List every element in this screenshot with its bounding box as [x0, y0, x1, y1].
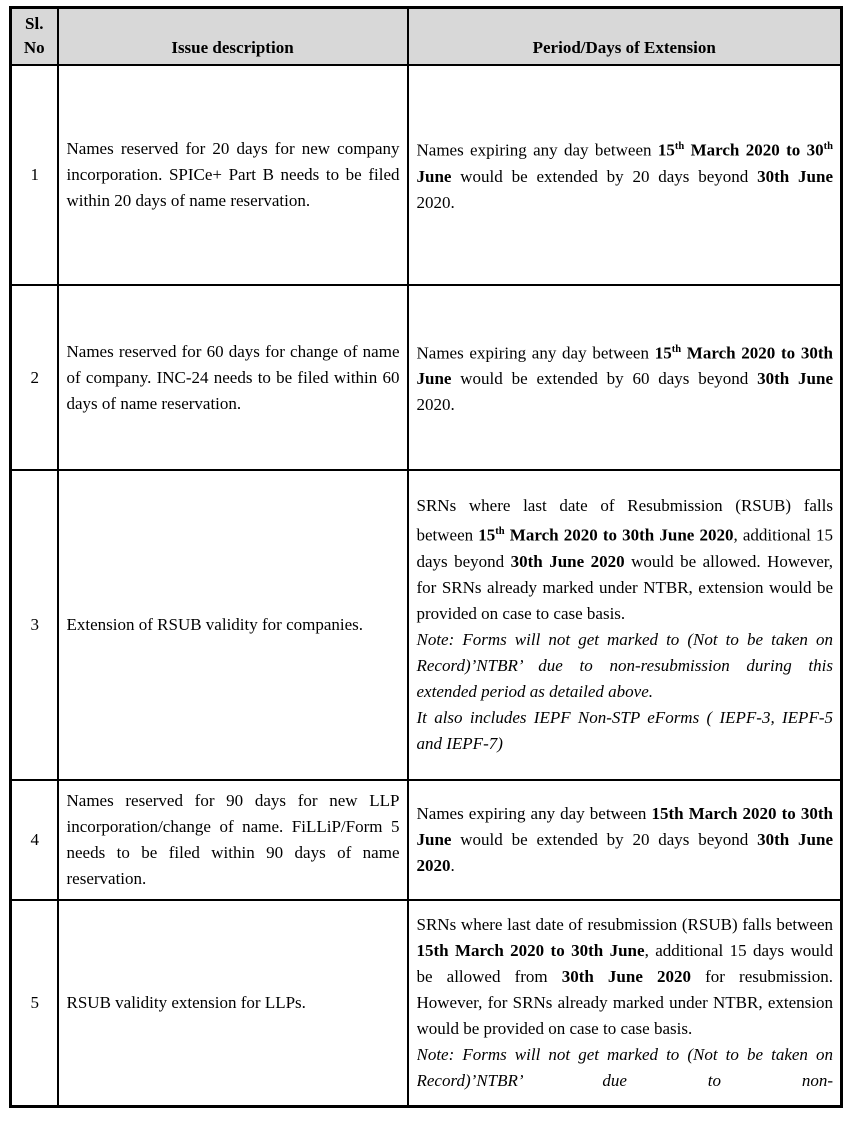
text-segment: Names expiring any day between — [416, 343, 655, 363]
text-segment: Names expiring any day between — [416, 804, 652, 823]
paragraph — [417, 705, 834, 757]
header-slno: Sl. No — [11, 8, 58, 66]
table-row — [11, 780, 842, 900]
paragraph — [417, 1042, 834, 1094]
paragraph — [67, 612, 400, 638]
text-segment: March 2020 to 30 — [684, 140, 824, 160]
paragraph — [417, 627, 834, 705]
header-period-extension: Period/Days of Extension — [408, 8, 842, 66]
period-cell — [408, 285, 842, 470]
text-segment: Names reserved for 60 days for change of name of company. INC-24 needs to be filed within 60 days of name reservation. — [66, 341, 400, 413]
text-segment: Names reserved for 20 days for new company incorporation. SPICe+ Part B needs to be filed within 20 days of name reservation. — [66, 139, 400, 210]
paragraph — [417, 493, 834, 627]
text-segment: 30th June 2020 — [416, 830, 833, 875]
text-segment: March 2020 to 30th June 2020 — [504, 525, 734, 545]
text-segment: th — [671, 343, 682, 355]
text-segment: SRNs where last date of resubmission (RSUB) falls between — [416, 914, 833, 934]
paragraph — [417, 801, 834, 879]
text-segment: , additional 15 days would be allowed from — [416, 940, 833, 986]
text-segment: th — [823, 141, 833, 153]
text-segment: Note: Forms will not get marked to (Not to be taken on Record)’NTBR’ due to non-resubmission during this extended period as detailed above. — [416, 629, 833, 701]
table-row — [11, 65, 842, 285]
period-cell — [408, 65, 842, 285]
issue-cell — [58, 900, 408, 1106]
text-segment: It also includes IEPF Non-STP eForms ( IEPF-3, IEPF-5 and IEPF-7) — [416, 707, 833, 753]
paragraph — [67, 990, 400, 1016]
row-number: 2 — [11, 285, 58, 470]
paragraph — [417, 912, 834, 1042]
text-segment: Names expiring any day between — [416, 140, 658, 160]
paragraph — [67, 339, 400, 417]
paragraph — [417, 337, 834, 419]
issue-text — [67, 990, 400, 1016]
text-segment: would be extended by 20 days beyond — [451, 166, 758, 186]
table-row — [11, 470, 842, 780]
period-text — [417, 493, 834, 757]
text-segment: SRNs where last date of Resubmission (RSUB) falls between — [416, 496, 833, 545]
period-text — [417, 134, 834, 216]
text-segment: 30th June 2020 — [510, 551, 625, 571]
period-cell — [408, 780, 842, 900]
issue-text — [67, 612, 400, 638]
text-segment: would be extended by 60 days beyond — [451, 369, 758, 389]
text-segment: March 2020 to 30th June — [416, 343, 833, 389]
header-issue-description: Issue description — [58, 8, 408, 66]
text-segment: , additional 15 days beyond — [416, 525, 834, 571]
row-number: 3 — [11, 470, 58, 780]
issue-cell — [58, 285, 408, 470]
text-segment: 2020. — [416, 395, 455, 415]
text-segment: th — [495, 526, 505, 538]
issue-text — [67, 339, 400, 417]
text-segment: 15 — [657, 140, 675, 160]
period-text — [417, 801, 834, 879]
extension-table — [9, 6, 843, 1108]
text-segment: would be allowed. However, for SRNs already marked under NTBR, extension would be provided on case to case basis. — [416, 551, 833, 623]
row-number: 1 — [11, 65, 58, 285]
period-cell — [408, 470, 842, 780]
text-segment: Extension of RSUB validity for companies. — [66, 615, 364, 634]
text-segment: would be extended by 20 days beyond — [451, 830, 758, 849]
table-row — [11, 285, 842, 470]
period-text — [417, 912, 834, 1094]
text-segment: Note: Forms will not get marked to (Not to be taken on Record)’NTBR’ due to non- — [416, 1044, 833, 1090]
issue-cell — [58, 65, 408, 285]
table-header-row — [11, 8, 842, 66]
period-text — [417, 337, 834, 419]
table-row — [11, 900, 842, 1106]
issue-text — [67, 788, 400, 892]
issue-cell — [58, 780, 408, 900]
text-segment: Names reserved for 90 days for new LLP incorporation/change of name. FiLLiP/Form 5 needs to be filed within 90 days of name reservation. — [66, 791, 400, 888]
row-number: 4 — [11, 780, 58, 900]
text-segment: RSUB validity extension for LLPs. — [66, 992, 306, 1012]
text-segment: 15th March 2020 to 30th June — [416, 804, 833, 849]
text-segment: 30th June — [757, 166, 833, 186]
text-segment: 15 — [654, 343, 672, 363]
text-segment: . — [450, 856, 455, 875]
text-segment: 30th June — [757, 369, 833, 389]
period-cell — [408, 900, 842, 1106]
text-segment: 15th March 2020 to 30th June — [416, 940, 645, 960]
text-segment: 2020. — [416, 192, 455, 212]
text-segment: th — [674, 141, 685, 153]
row-number: 5 — [11, 900, 58, 1106]
text-segment: June — [416, 166, 452, 186]
issue-text — [67, 136, 400, 214]
issue-cell — [58, 470, 408, 780]
paragraph — [67, 788, 400, 892]
text-segment: for resubmission. However, for SRNs already marked under NTBR, extension would be provided on case to case basis. — [416, 966, 833, 1038]
paragraph — [67, 136, 400, 214]
text-segment: 15 — [478, 525, 496, 545]
text-segment: 30th June 2020 — [561, 966, 691, 986]
paragraph — [417, 134, 834, 216]
